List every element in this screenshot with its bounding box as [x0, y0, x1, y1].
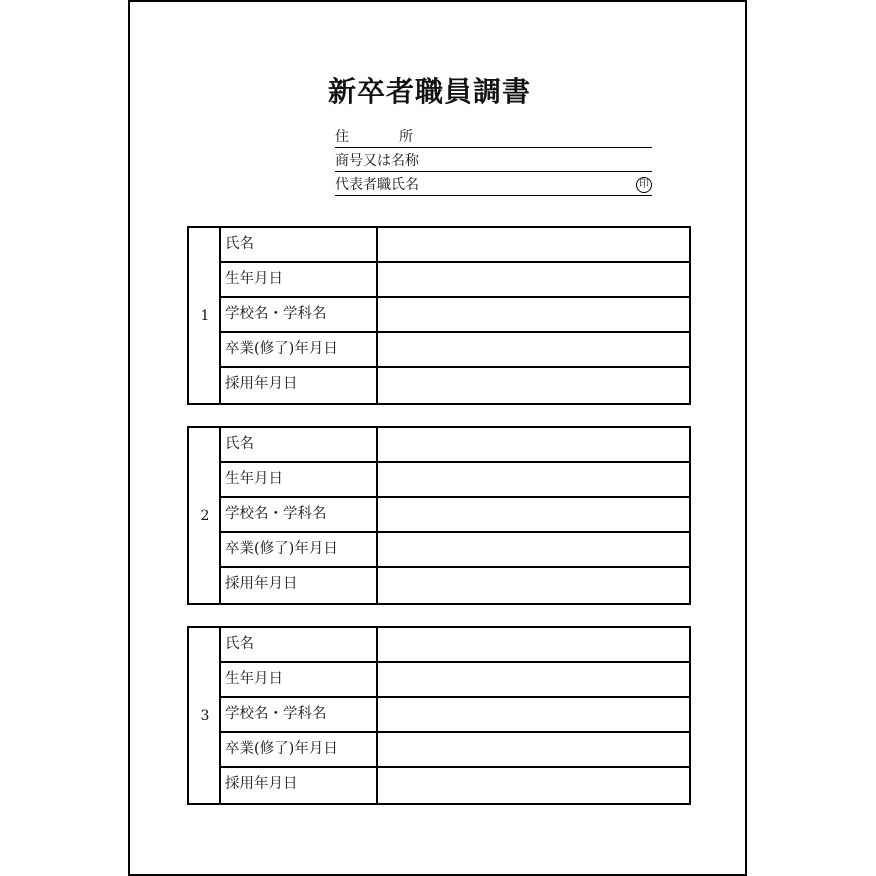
field-label: 採用年月日: [221, 768, 378, 803]
field-value-cell[interactable]: [378, 333, 689, 366]
representative-line[interactable]: [335, 176, 652, 196]
table-row: [221, 533, 689, 568]
table-row: [221, 368, 689, 403]
field-label: 卒業(修了)年月日: [221, 333, 378, 366]
employee-number: 1: [200, 307, 210, 324]
field-value-cell[interactable]: [378, 663, 689, 696]
field-value-cell[interactable]: [378, 368, 689, 403]
company-name-label: 商号又は名称: [335, 153, 419, 169]
field-value-cell[interactable]: [378, 263, 689, 296]
field-label: 学校名・学科名: [221, 698, 378, 731]
field-label: 採用年月日: [221, 568, 378, 603]
field-value-cell[interactable]: [378, 628, 689, 661]
address-label: 住所: [335, 129, 463, 145]
company-name-line[interactable]: [335, 152, 652, 172]
table-row: [221, 463, 689, 498]
field-value-cell[interactable]: [378, 733, 689, 766]
field-value-cell[interactable]: [378, 568, 689, 603]
employee-number-cell: [189, 228, 221, 403]
employee-number: 2: [200, 507, 210, 524]
table-row: [221, 568, 689, 603]
field-label: 卒業(修了)年月日: [221, 533, 378, 566]
field-value-cell[interactable]: [378, 428, 689, 461]
field-value-cell[interactable]: [378, 698, 689, 731]
field-value-cell[interactable]: [378, 463, 689, 496]
field-label: 学校名・学科名: [221, 298, 378, 331]
field-label: 生年月日: [221, 263, 378, 296]
representative-label: 代表者職氏名: [335, 177, 419, 193]
employee-block: [187, 426, 691, 605]
seal-icon: 印: [636, 177, 652, 193]
field-label: 学校名・学科名: [221, 498, 378, 531]
field-label: 氏名: [221, 428, 378, 461]
page-title: [130, 70, 745, 110]
page-title-text: 新卒者職員調書: [327, 75, 531, 108]
field-label: 卒業(修了)年月日: [221, 733, 378, 766]
table-row: [221, 333, 689, 368]
employee-block: [187, 626, 691, 805]
field-value-cell[interactable]: [378, 533, 689, 566]
field-value-cell[interactable]: [378, 498, 689, 531]
table-row: [221, 428, 689, 463]
table-row: [221, 768, 689, 803]
field-value-cell[interactable]: [378, 228, 689, 261]
field-label: 生年月日: [221, 663, 378, 696]
table-row: [221, 228, 689, 263]
field-value-cell[interactable]: [378, 298, 689, 331]
table-row: [221, 498, 689, 533]
employee-number: 3: [200, 707, 210, 724]
table-row: [221, 298, 689, 333]
table-row: [221, 263, 689, 298]
employee-number-cell: [189, 428, 221, 603]
table-row: [221, 698, 689, 733]
field-label: 氏名: [221, 228, 378, 261]
field-value-cell[interactable]: [378, 768, 689, 803]
field-label: 生年月日: [221, 463, 378, 496]
employee-number-cell: [189, 628, 221, 803]
field-label: 採用年月日: [221, 368, 378, 403]
document-page: [128, 0, 747, 876]
table-row: [221, 663, 689, 698]
address-line[interactable]: [335, 128, 652, 148]
table-row: [221, 628, 689, 663]
table-row: [221, 733, 689, 768]
field-label: 氏名: [221, 628, 378, 661]
employee-block: [187, 226, 691, 405]
